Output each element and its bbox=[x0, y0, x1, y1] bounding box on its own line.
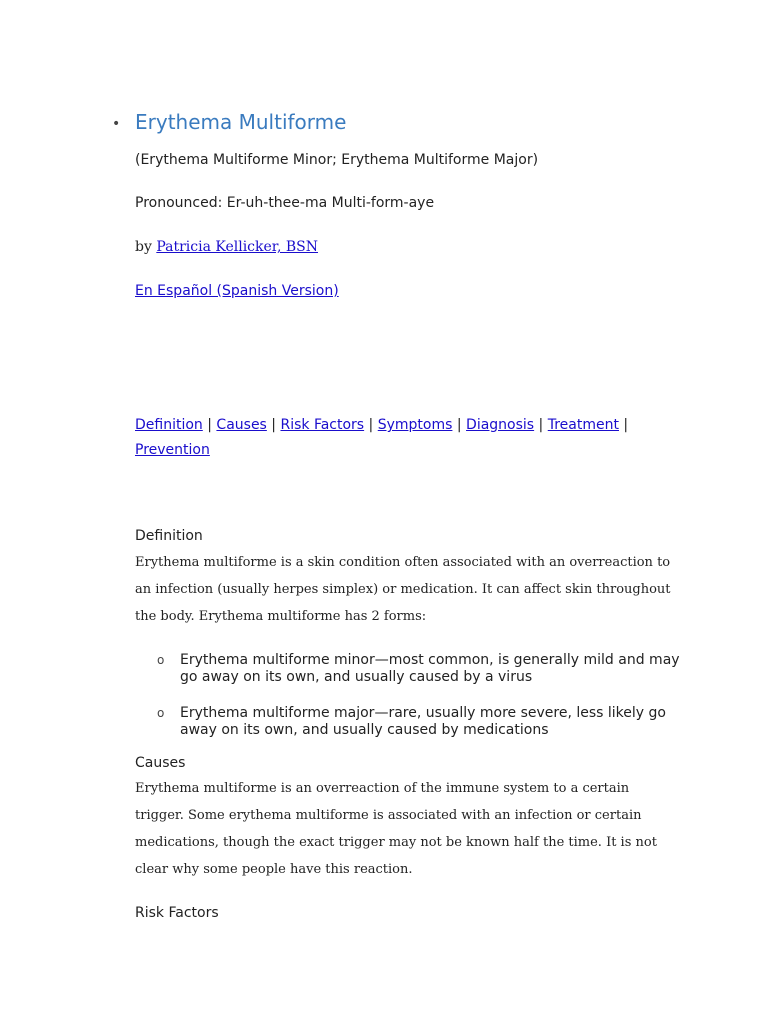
table-of-contents bbox=[135, 413, 635, 463]
forms-list bbox=[135, 652, 680, 739]
circle-bullet-icon: o bbox=[157, 706, 165, 720]
toc-separator: | bbox=[618, 417, 629, 433]
definition-paragraph: Erythema multiforme is a skin condition often associated with an overreaction to an infection (usually herpes simplex) or medication. It can affect skin throughout the body. Erythema multiforme has 2 forms: bbox=[135, 555, 671, 624]
alternate-names: (Erythema Multiforme Minor; Erythema Multiforme Major) bbox=[135, 152, 539, 168]
circle-bullet-icon: o bbox=[157, 653, 165, 667]
author-link[interactable]: Patricia Kellicker, BSN bbox=[156, 239, 318, 255]
toc-link-causes[interactable]: Causes bbox=[216, 417, 267, 433]
toc-link-prevention[interactable]: Prevention bbox=[135, 442, 210, 458]
toc-link-symptoms[interactable]: Symptoms bbox=[377, 417, 453, 433]
toc-link-definition[interactable]: Definition bbox=[135, 417, 203, 433]
form-minor-text: Erythema multiforme minor—most common, is generally mild and may go away on its own, and usually caused by a virus bbox=[180, 652, 680, 685]
causes-heading: Causes bbox=[135, 755, 186, 771]
toc-separator: | bbox=[452, 417, 467, 433]
title-row bbox=[112, 110, 712, 140]
toc-link-risk-factors[interactable]: Risk Factors bbox=[280, 417, 365, 433]
list-item bbox=[135, 705, 680, 739]
risk-factors-heading: Risk Factors bbox=[135, 905, 219, 921]
toc-link-diagnosis[interactable]: Diagnosis bbox=[466, 417, 535, 433]
definition-heading: Definition bbox=[135, 528, 203, 544]
list-item bbox=[135, 652, 680, 686]
page-title: Erythema Multiforme bbox=[135, 110, 347, 134]
form-major-text: Erythema multiforme major—rare, usually more severe, less likely go away on its own, and usually caused by medications bbox=[180, 705, 666, 738]
bullet-icon: • bbox=[112, 116, 121, 132]
toc-separator: | bbox=[202, 417, 217, 433]
spanish-version-link[interactable]: En Español (Spanish Version) bbox=[135, 283, 339, 299]
toc-separator: | bbox=[534, 417, 548, 433]
toc-separator: | bbox=[266, 417, 281, 433]
byline-prefix: by bbox=[135, 239, 157, 255]
toc-link-treatment[interactable]: Treatment bbox=[547, 417, 619, 433]
pronunciation: Pronounced: Er-uh-thee-ma Multi-form-aye bbox=[135, 195, 435, 211]
byline bbox=[135, 239, 318, 255]
spanish-version-container bbox=[135, 283, 339, 299]
causes-paragraph: Erythema multiforme is an overreaction of the immune system to a certain trigger. Some erythema multiforme is associated with an infection or certain medications, though the exact trigger may not be known half the time. It is not clear why some people have this reaction. bbox=[135, 781, 657, 877]
toc-separator: | bbox=[364, 417, 378, 433]
